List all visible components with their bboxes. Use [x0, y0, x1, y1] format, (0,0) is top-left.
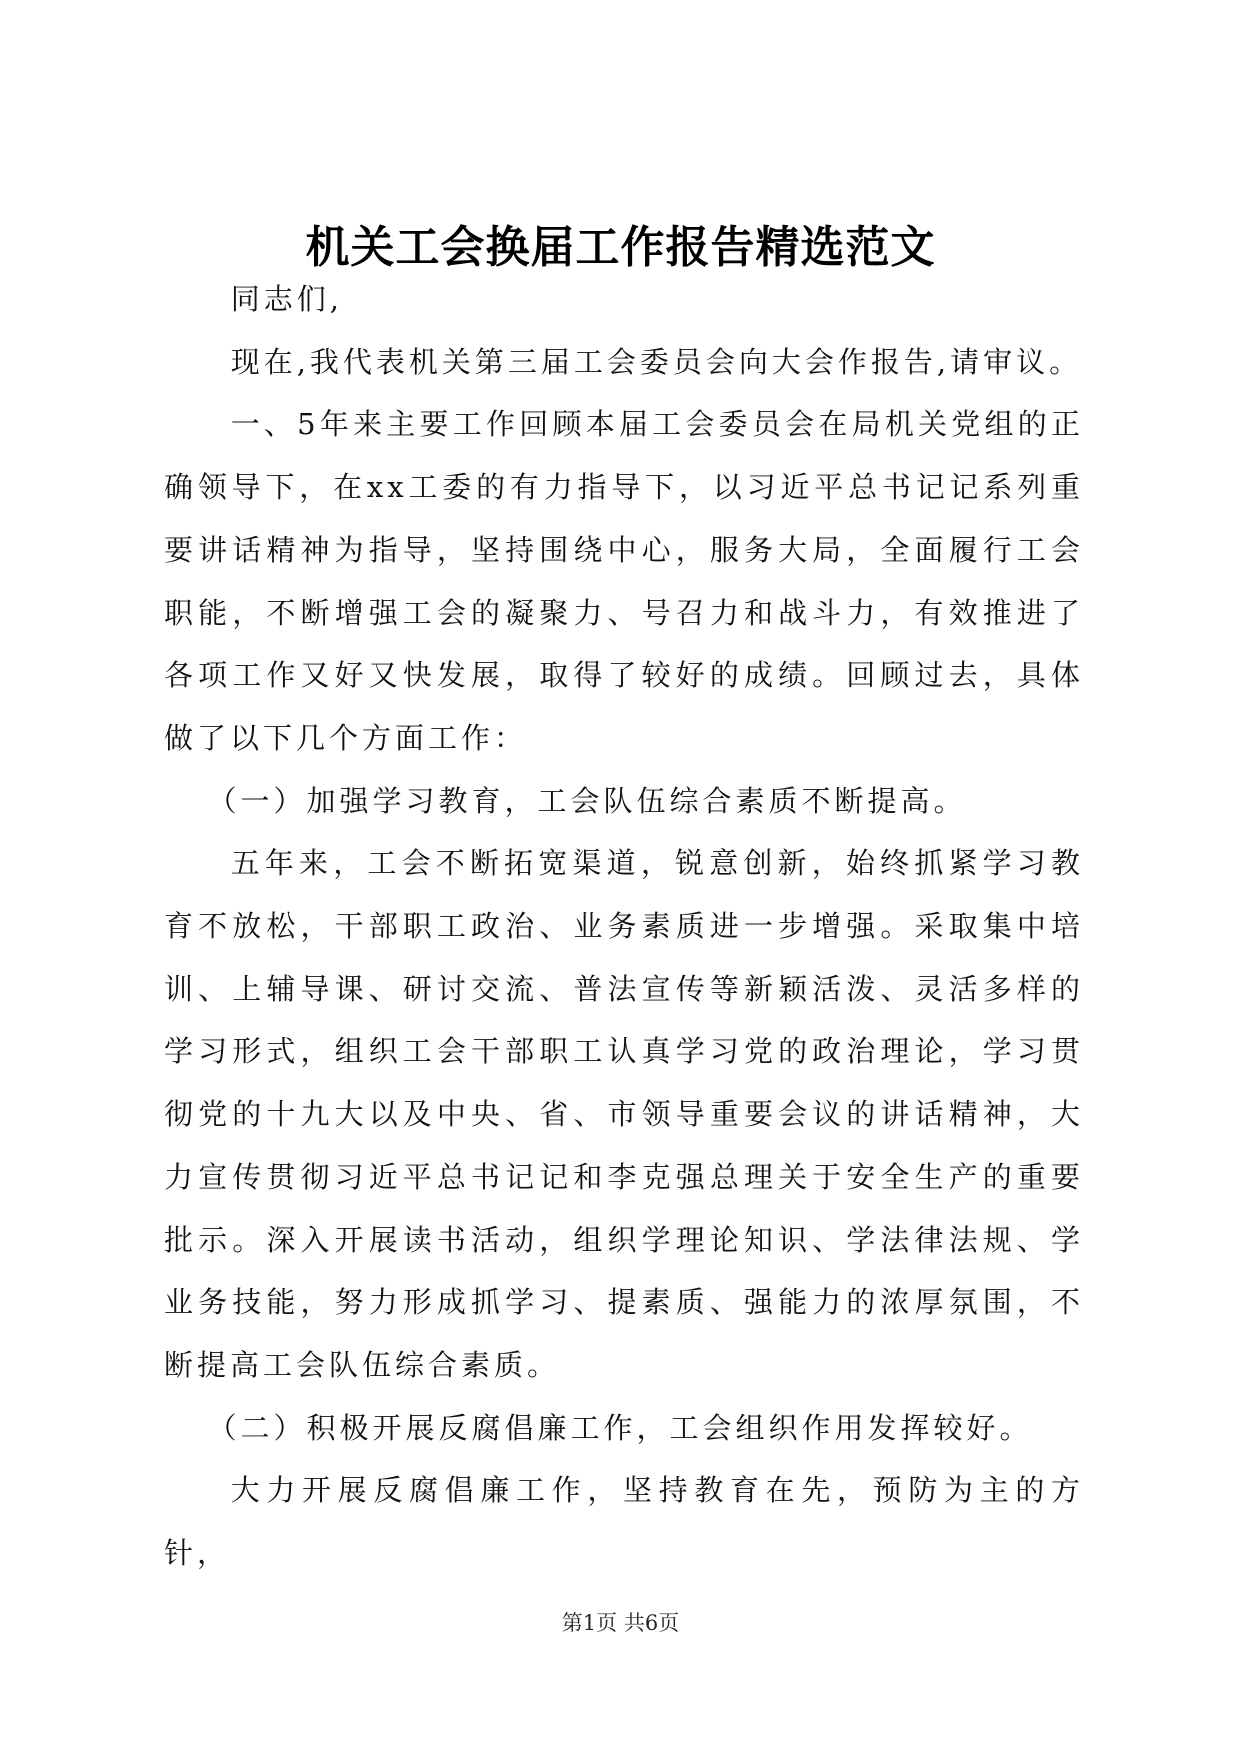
- page-number-footer: 第1页 共6页: [561, 1611, 680, 1635]
- document-body: [164, 268, 1084, 1585]
- study-education-paragraph: 五年来，工会不断拓宽渠道，锐意创新，始终抓紧学习教育不放松，干部职工政治、业务素质进一步增强。采取集中培训、上辅导课、研讨交流、普法宣传等新颖活泼、灵活多样的学习形式，组织工会干部职工认真学习党的政治理论，学习贯彻党的十九大以及中央、省、市领导重要会议的讲话精神，大力宣传贯彻习近平总书记记和李克强总理关于安全生产的重要批示。深入开展读书活动，组织学理论知识、学法律法规、学业务技能，努力形成抓学习、提素质、强能力的浓厚氛围，不断提高工会队伍综合素质。: [164, 846, 1084, 1382]
- review-paragraph: 一、5年来主要工作回顾本届工会委员会在局机关党组的正确领导下，在xx工委的有力指导下，以习近平总书记记系列重要讲话精神为指导，坚持围绕中心，服务大局，全面履行工会职能，不断增强工会的凝聚力、号召力和战斗力，有效推进了各项工作又好又快发展，取得了较好的成绩。回顾过去，具体做了以下几个方面工作：: [164, 407, 1084, 755]
- section-heading-2: （二）积极开展反腐倡廉工作，工会组织作用发挥较好。: [207, 1410, 1033, 1445]
- salutation-paragraph: 同志们,: [230, 282, 343, 316]
- document-title: 机关工会换届工作报告精选范文: [305, 222, 936, 273]
- section-heading-1: （一）加强学习教育，工会队伍综合素质不断提高。: [207, 783, 967, 818]
- opening-paragraph: 现在,我代表机关第三届工会委员会向大会作报告,请审议。: [230, 344, 1083, 379]
- anti-corruption-paragraph: 大力开展反腐倡廉工作，坚持教育在先，预防为主的方针，: [164, 1473, 1084, 1571]
